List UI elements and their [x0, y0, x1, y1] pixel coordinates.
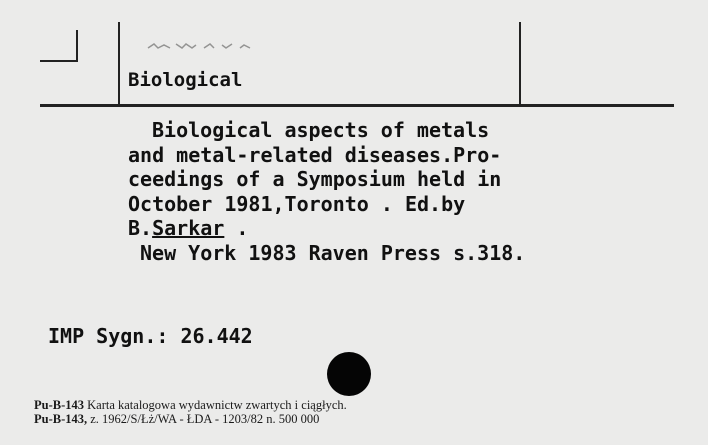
signature-line [48, 324, 253, 348]
faint-header-mark [146, 40, 266, 55]
signature-value: 26.442 [180, 324, 253, 348]
footer-line-1 [34, 398, 347, 412]
faint-stamp-icon [146, 40, 266, 52]
footer-line-2 [34, 412, 347, 426]
card-footer [34, 398, 347, 426]
footer-text-2: z. 1962/S/Łż/WA - ŁDA - 1203/82 n. 500 000 [90, 412, 320, 426]
category-heading: Biological [128, 69, 243, 91]
footer-text-1: Karta katalogowa wydawnictw zwartych i ciągłych. [87, 398, 347, 412]
punch-hole [327, 352, 371, 396]
entry-line-editor [128, 216, 598, 241]
editor-surname: Sarkar [152, 216, 225, 240]
entry-line: ceedings of a Symposium held in [128, 167, 502, 191]
entry-line-imprint: New York 1983 Raven Press s.318. [140, 240, 526, 265]
entry-line: and metal-related diseases.Pro- [128, 142, 502, 167]
signature-label: IMP Sygn.: [48, 324, 169, 348]
entry-line: Biological aspects of metals [152, 118, 490, 142]
corner-mark-vertical [76, 30, 78, 62]
entry-line: October 1981,Toronto . Ed.by [128, 191, 466, 216]
bibliographic-entry [128, 118, 598, 265]
footer-code-1: Pu-B-143 [34, 398, 84, 412]
footer-code-2: Pu-B-143, [34, 412, 88, 426]
header-rule [40, 104, 674, 107]
editor-end: . [224, 216, 249, 240]
editor-initial: B. [128, 216, 153, 240]
header-divider-right [519, 22, 521, 106]
header-divider-left [118, 22, 120, 106]
corner-mark-horizontal [40, 60, 78, 62]
